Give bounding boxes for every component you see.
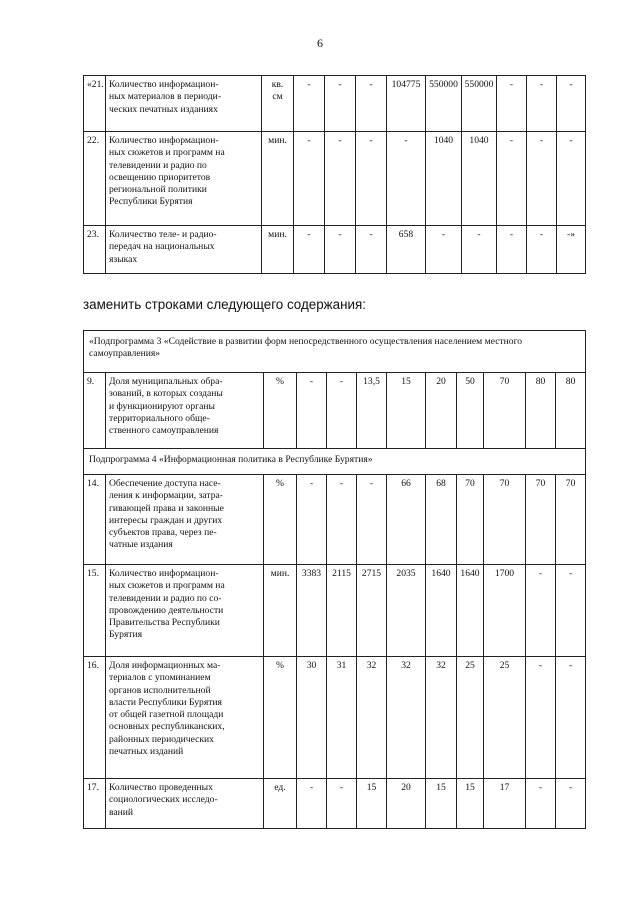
table-row bbox=[84, 373, 586, 449]
value-cell: - bbox=[557, 76, 586, 132]
value-cell: 550000 bbox=[426, 76, 462, 132]
indicator-name-line: ления к информации, затра- bbox=[109, 490, 223, 502]
value-cell: 15 bbox=[387, 373, 426, 449]
indicator-name-cell bbox=[106, 565, 264, 657]
indicator-name-line: ных сюжетов и программ на bbox=[109, 580, 225, 592]
indicator-name-line: органов исполнительной bbox=[109, 684, 211, 696]
indicator-name-line: интересы граждан и других bbox=[109, 514, 223, 526]
indicator-name-line: печатных изданий bbox=[109, 746, 184, 758]
value-cell: - bbox=[294, 132, 325, 226]
table-old-rows bbox=[83, 75, 586, 274]
unit-cell bbox=[262, 132, 294, 226]
indicator-name-line: телевидении и радио по bbox=[109, 159, 207, 171]
unit-part: % bbox=[276, 660, 284, 671]
indicator-name-line: провождению деятельности bbox=[109, 604, 224, 616]
indicator-name-line: Количество проведенных bbox=[109, 782, 213, 793]
table-row bbox=[84, 76, 586, 132]
replacement-caption: заменить строками следующего содержания: bbox=[83, 297, 366, 312]
value-cell: 32 bbox=[357, 657, 387, 779]
value-cell: 20 bbox=[426, 373, 457, 449]
indicator-name-line: Доля информационных ма- bbox=[109, 660, 221, 671]
value-cell: - bbox=[527, 76, 557, 132]
indicator-name-line: социологических исследо- bbox=[109, 794, 218, 806]
row-number: 22. bbox=[84, 132, 106, 226]
value-cell: 25 bbox=[457, 657, 484, 779]
indicator-name-line: териалов с упоминанием bbox=[109, 672, 211, 684]
value-cell: - bbox=[556, 565, 586, 657]
value-cell: 31 bbox=[327, 657, 357, 779]
indicator-name-line: Бурятия bbox=[109, 629, 143, 641]
indicator-name-line: ческих печатных изданиях bbox=[109, 103, 218, 115]
row-number: 16. bbox=[84, 657, 106, 779]
value-cell: 1640 bbox=[426, 565, 457, 657]
table-row bbox=[84, 226, 586, 274]
indicator-name-cell bbox=[106, 76, 262, 132]
value-cell: 1700 bbox=[484, 565, 526, 657]
value-cell: 15 bbox=[426, 779, 457, 829]
table-new-rows bbox=[83, 330, 586, 829]
row-number: 23. bbox=[84, 226, 106, 274]
indicator-name-line: Доля муниципальных обра- bbox=[109, 376, 223, 387]
value-cell: 30 bbox=[297, 657, 327, 779]
value-cell: 17 bbox=[484, 779, 526, 829]
value-cell: 2035 bbox=[387, 565, 426, 657]
value-cell: - bbox=[356, 132, 387, 226]
value-cell: - bbox=[297, 779, 327, 829]
value-cell: - bbox=[357, 475, 387, 565]
value-cell: 15 bbox=[457, 779, 484, 829]
value-cell: - bbox=[325, 76, 356, 132]
value-cell: - bbox=[497, 76, 527, 132]
value-cell: - bbox=[387, 132, 426, 226]
value-cell: 104775 bbox=[387, 76, 426, 132]
indicator-name-cell bbox=[106, 657, 264, 779]
indicator-name-line: гивающей права и законные bbox=[109, 502, 224, 514]
indicator-name-line: зований, в которых созданы bbox=[109, 388, 223, 400]
value-cell: - bbox=[526, 657, 556, 779]
unit-part: мин. bbox=[270, 568, 290, 579]
value-cell: 70 bbox=[484, 373, 526, 449]
value-cell: - bbox=[527, 132, 557, 226]
unit-cell bbox=[264, 565, 297, 657]
indicator-name-line: ных сюжетов и программ на bbox=[109, 147, 225, 159]
value-cell: - bbox=[526, 779, 556, 829]
unit-cell bbox=[264, 475, 297, 565]
value-cell: - bbox=[497, 226, 527, 274]
subprogram-header-row bbox=[84, 449, 586, 475]
indicator-name-line: Правительства Республики bbox=[109, 617, 220, 629]
unit-part: кв. bbox=[271, 79, 284, 90]
value-cell: - bbox=[462, 226, 497, 274]
indicator-name-line: освещению приоритетов bbox=[109, 171, 211, 183]
row-number: 14. bbox=[84, 475, 106, 565]
indicator-name-line: региональной политики bbox=[109, 184, 207, 196]
value-cell: - bbox=[356, 76, 387, 132]
value-cell: 2715 bbox=[357, 565, 387, 657]
value-cell: - bbox=[294, 226, 325, 274]
value-cell: 2115 bbox=[327, 565, 357, 657]
value-cell: 70 bbox=[484, 475, 526, 565]
row-number: «21. bbox=[84, 76, 106, 132]
indicator-name-line: ных материалов в периоди- bbox=[109, 91, 222, 103]
value-cell: - bbox=[297, 475, 327, 565]
unit-part: мин. bbox=[268, 229, 287, 240]
value-cell: - bbox=[557, 132, 586, 226]
row-number: 15. bbox=[84, 565, 106, 657]
value-cell: 13,5 bbox=[357, 373, 387, 449]
indicator-name-cell bbox=[106, 226, 262, 274]
table-row bbox=[84, 565, 586, 657]
value-cell: - bbox=[327, 373, 357, 449]
table-row bbox=[84, 132, 586, 226]
row-number: 17. bbox=[84, 779, 106, 829]
value-cell: - bbox=[527, 226, 557, 274]
value-cell: 1040 bbox=[426, 132, 462, 226]
value-cell: - bbox=[556, 779, 586, 829]
indicator-name-line: Количество теле- и радио- bbox=[109, 229, 217, 240]
value-cell: 20 bbox=[387, 779, 426, 829]
value-cell: 80 bbox=[556, 373, 586, 449]
value-cell: 25 bbox=[484, 657, 526, 779]
unit-cell bbox=[264, 779, 297, 829]
page-number: 6 bbox=[317, 36, 323, 50]
value-cell: 68 bbox=[426, 475, 457, 565]
indicator-name-line: субъектов права, через пе- bbox=[109, 527, 217, 539]
indicator-name-line: Количество информацион- bbox=[109, 79, 219, 90]
value-cell: 1640 bbox=[457, 565, 484, 657]
indicator-name-line: территориального обще- bbox=[109, 412, 210, 424]
value-cell: - bbox=[356, 226, 387, 274]
indicator-name-line: языках bbox=[109, 253, 138, 265]
subprogram-header-row bbox=[84, 331, 586, 373]
value-cell: - bbox=[556, 657, 586, 779]
value-cell: 15 bbox=[357, 779, 387, 829]
indicator-name-line: чатные издания bbox=[109, 539, 173, 551]
indicator-name-line: и функционируют органы bbox=[109, 400, 215, 412]
value-cell: - bbox=[325, 226, 356, 274]
value-cell: - bbox=[497, 132, 527, 226]
indicator-name-line: основных республиканских, bbox=[109, 721, 225, 733]
unit-part: ед. bbox=[274, 782, 286, 793]
value-cell: - bbox=[297, 373, 327, 449]
value-cell: - bbox=[526, 565, 556, 657]
value-cell: - bbox=[426, 226, 462, 274]
unit-part: см bbox=[272, 91, 283, 103]
unit-cell bbox=[262, 226, 294, 274]
indicator-name-line: от общей газетной площади bbox=[109, 709, 224, 721]
indicator-name-line: Обеспечение доступа насе- bbox=[109, 478, 221, 489]
indicator-name-line: телевидении и радио по со- bbox=[109, 592, 222, 604]
value-cell: - bbox=[327, 475, 357, 565]
value-cell: 1040 bbox=[462, 132, 497, 226]
subprogram-title: Подпрограмма 4 «Информационная политика в Республике Бурятия» bbox=[84, 449, 586, 475]
value-cell: 32 bbox=[426, 657, 457, 779]
unit-cell bbox=[264, 657, 297, 779]
indicator-name-cell bbox=[106, 373, 264, 449]
indicator-name-line: районных периодических bbox=[109, 733, 214, 745]
table-row bbox=[84, 657, 586, 779]
unit-part: % bbox=[276, 376, 284, 387]
value-cell: 66 bbox=[387, 475, 426, 565]
value-cell: - bbox=[327, 779, 357, 829]
table-row bbox=[84, 475, 586, 565]
unit-cell bbox=[264, 373, 297, 449]
value-cell: - bbox=[325, 132, 356, 226]
indicator-name-line: передач на национальных bbox=[109, 241, 215, 253]
indicator-name-cell bbox=[106, 779, 264, 829]
value-cell: - bbox=[294, 76, 325, 132]
value-cell: -» bbox=[557, 226, 586, 274]
indicator-name-line: ственного самоуправления bbox=[109, 425, 219, 437]
unit-cell bbox=[262, 76, 294, 132]
indicator-name-line: Количество информацион- bbox=[109, 568, 219, 579]
indicator-name-cell bbox=[106, 475, 264, 565]
indicator-name-line: власти Республики Бурятия bbox=[109, 696, 222, 708]
value-cell: 80 bbox=[526, 373, 556, 449]
value-cell: 550000 bbox=[462, 76, 497, 132]
value-cell: 32 bbox=[387, 657, 426, 779]
value-cell: 50 bbox=[457, 373, 484, 449]
indicator-name-cell bbox=[106, 132, 262, 226]
indicator-name-line: ваний bbox=[109, 806, 134, 818]
indicator-name-line: Республики Бурятия bbox=[109, 196, 193, 208]
value-cell: 70 bbox=[457, 475, 484, 565]
value-cell: 658 bbox=[387, 226, 426, 274]
value-cell: 70 bbox=[526, 475, 556, 565]
value-cell: 70 bbox=[556, 475, 586, 565]
indicator-name-line: Количество информацион- bbox=[109, 135, 219, 146]
row-number: 9. bbox=[84, 373, 106, 449]
unit-part: % bbox=[276, 478, 284, 489]
unit-part: мин. bbox=[268, 135, 287, 146]
table-row bbox=[84, 779, 586, 829]
value-cell: 3383 bbox=[297, 565, 327, 657]
subprogram-title: «Подпрограмма 3 «Содействие в развитии форм непосредственного осуществления населением местного самоуправления» bbox=[84, 331, 586, 373]
